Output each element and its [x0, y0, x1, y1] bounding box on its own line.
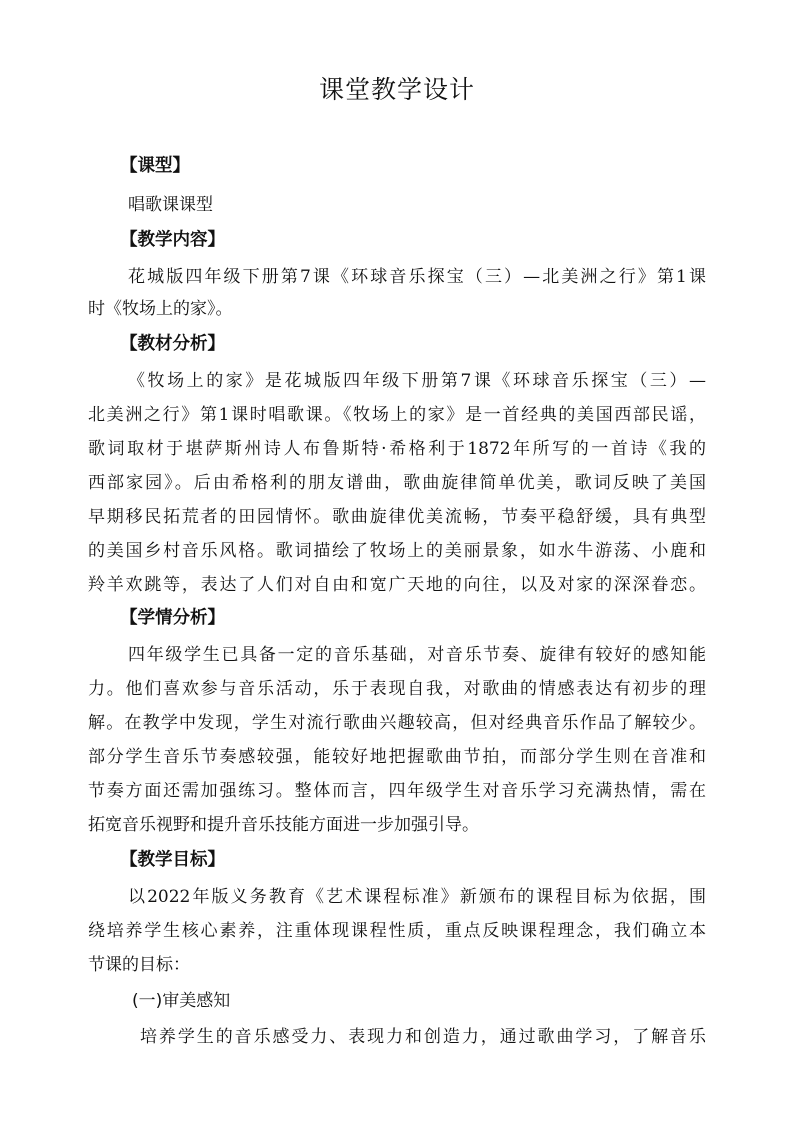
page-title: 课堂教学设计 [318, 75, 475, 104]
paragraph-line: 歌词取材于堪萨斯州诗人布鲁斯特·希格利于1872年所写的一首诗《我的 [88, 439, 706, 459]
paragraph-line: 绕培养学生核心素养，注重体现课程性质，重点反映课程理念，我们确立本 [88, 921, 706, 941]
paragraph-line: 培养学生的音乐感受力、表现力和创造力，通过歌曲学习，了解音乐 [140, 1027, 706, 1047]
paragraph-line: 四年级学生已具备一定的音乐基础，对音乐节奏、旋律有较好的感知能 [128, 645, 706, 665]
section-heading-teaching-content: 【教学内容】 [120, 230, 225, 250]
paragraph-line: 时《牧场上的家》。 [88, 299, 233, 319]
lesson-type-text: 唱歌课课型 [128, 195, 213, 215]
section-heading-learner-analysis: 【学情分析】 [120, 608, 225, 628]
paragraph-line: 花城版四年级下册第7课《环球音乐探宝（三）—北美洲之行》第1课 [128, 267, 706, 287]
paragraph-line: 的美国乡村音乐风格。歌词描绘了牧场上的美丽景象，如水牛游荡、小鹿和 [88, 541, 706, 561]
paragraph-line: 早期移民拓荒者的田园情怀。歌曲旋律优美流畅，节奏平稳舒缓，具有典型 [88, 507, 706, 527]
paragraph-line: 节奏方面还需加强练习。整体而言，四年级学生对音乐学习充满热情，需在 [88, 781, 706, 801]
paragraph-line: 解。在教学中发现，学生对流行歌曲兴趣较高，但对经典音乐作品了解较少。 [88, 713, 706, 733]
paragraph-line: 西部家园》。后由希格利的朋友谱曲，歌曲旋律简单优美，歌词反映了美国 [88, 473, 706, 493]
paragraph-line: 《牧场上的家》是花城版四年级下册第7课《环球音乐探宝（三）— [128, 371, 706, 391]
paragraph-line: 北美洲之行》第1课时唱歌课。《牧场上的家》是一首经典的美国西部民谣， [88, 405, 706, 425]
section-heading-material-analysis: 【教材分析】 [120, 334, 225, 354]
section-heading-lesson-type: 【课型】 [120, 156, 190, 176]
paragraph-line: 羚羊欢跳等，表达了人们对自由和宽广天地的向往，以及对家的深深眷恋。 [88, 575, 706, 595]
paragraph-line: 以2022年版义务教育《艺术课程标准》新颁布的课程目标为依据，围 [128, 887, 706, 907]
paragraph-line: 力。他们喜欢参与音乐活动，乐于表现自我，对歌曲的情感表达有初步的理 [88, 679, 706, 699]
section-heading-teaching-goals: 【教学目标】 [120, 850, 225, 870]
paragraph-line: 部分学生音乐节奏感较强，能较好地把握歌曲节拍，而部分学生则在音准和 [88, 747, 706, 767]
subheading-aesthetic-perception: (一)审美感知 [132, 991, 231, 1011]
paragraph-line: 节课的目标： [88, 955, 190, 975]
paragraph-line: 拓宽音乐视野和提升音乐技能方面进一步加强引导。 [88, 815, 479, 835]
